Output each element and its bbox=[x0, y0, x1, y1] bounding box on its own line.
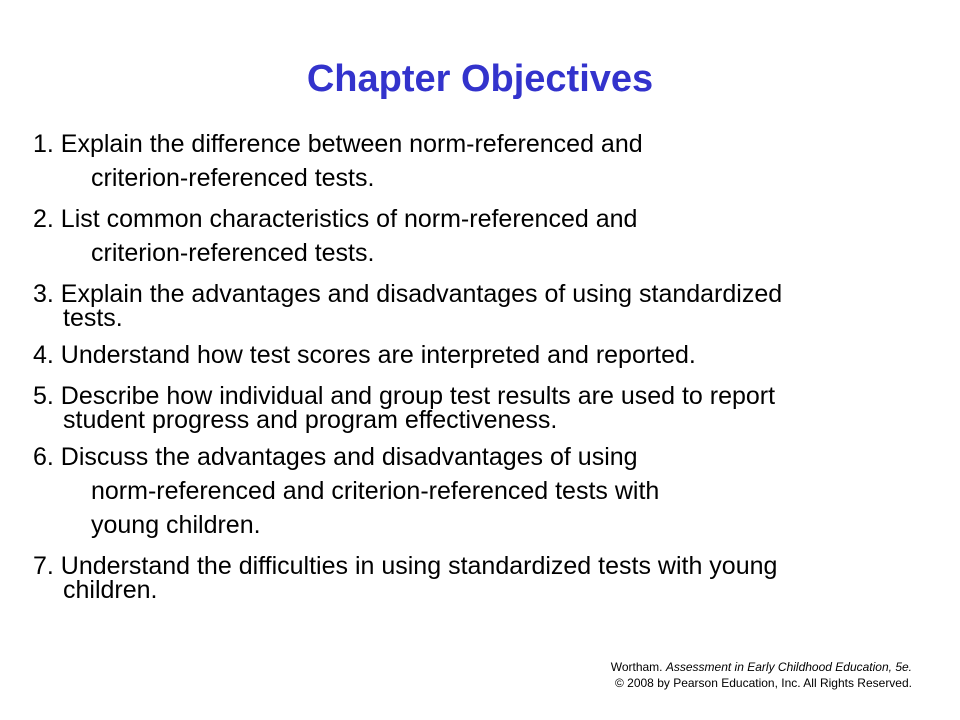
citation-copyright: © 2008 by Pearson Education, Inc. All Rights Reserved. bbox=[614, 676, 912, 690]
objective-text: 5. Describe how individual and group test results are used to report bbox=[33, 382, 776, 410]
objective-item bbox=[33, 277, 923, 331]
objective-item bbox=[33, 127, 923, 195]
citation-author: Wortham. bbox=[610, 660, 663, 674]
slide-title: Chapter Objectives bbox=[306, 58, 654, 100]
citation-book-title: Assessment in Early Childhood Education, 5e. bbox=[665, 660, 912, 674]
objective-continuation: children. bbox=[63, 576, 158, 604]
objective-text: 7. Understand the difficulties in using standardized tests with young bbox=[33, 552, 778, 580]
objectives-list bbox=[33, 127, 923, 603]
citation-footer bbox=[611, 659, 912, 691]
objective-continuation: student progress and program effectiveness. bbox=[63, 406, 558, 434]
objective-item bbox=[33, 338, 923, 372]
objective-text: 2. List common characteristics of norm-referenced and bbox=[33, 205, 638, 233]
objective-continuation: criterion-referenced tests. bbox=[91, 164, 375, 192]
objective-text: 3. Explain the advantages and disadvantages of using standardized bbox=[33, 280, 783, 308]
objective-continuation: criterion-referenced tests. bbox=[91, 239, 375, 267]
objective-item bbox=[33, 202, 923, 270]
objective-text: 6. Discuss the advantages and disadvantages of using bbox=[33, 443, 638, 471]
objective-continuation: tests. bbox=[63, 304, 123, 332]
objective-item bbox=[33, 379, 923, 433]
objective-item bbox=[33, 549, 923, 603]
objective-text: 1. Explain the difference between norm-referenced and bbox=[33, 130, 643, 158]
citation-line-1 bbox=[611, 659, 912, 675]
objective-continuation: young children. bbox=[91, 511, 261, 539]
objective-continuation: norm-referenced and criterion-referenced tests with bbox=[91, 477, 660, 505]
objective-item bbox=[33, 440, 923, 542]
objective-text: 4. Understand how test scores are interpreted and reported. bbox=[33, 341, 696, 369]
